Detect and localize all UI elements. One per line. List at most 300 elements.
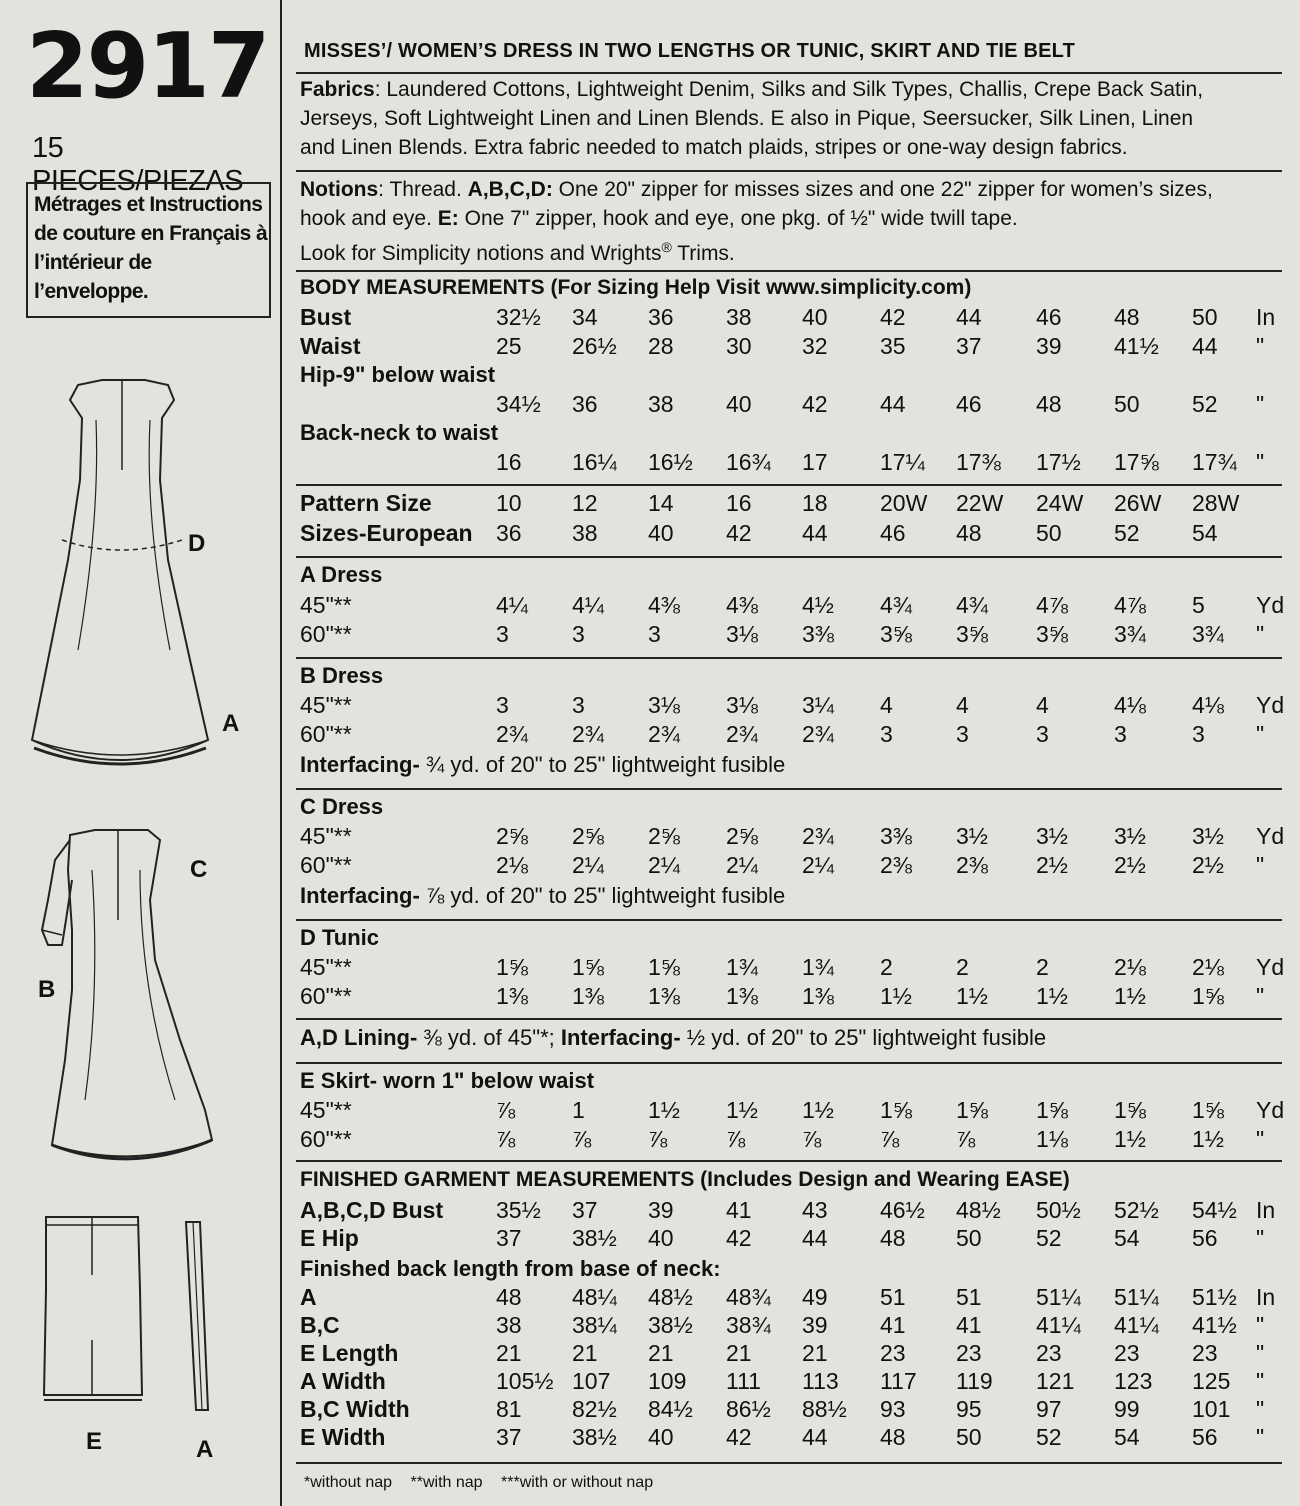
row-label: E Width bbox=[300, 1424, 386, 1450]
hip-row bbox=[296, 391, 1286, 421]
fabrics-label: Fabrics bbox=[300, 78, 375, 101]
e-skirt-heading: E Skirt- worn 1" below waist bbox=[300, 1068, 595, 1093]
row-value: 37 bbox=[496, 1225, 522, 1251]
row-value: 1 bbox=[572, 1097, 585, 1123]
row-value: 84½ bbox=[648, 1396, 693, 1422]
row-label: 60"** bbox=[300, 983, 352, 1009]
row-value: 50 bbox=[956, 1225, 982, 1251]
row-value: 2¼ bbox=[572, 852, 604, 878]
row-value: 97 bbox=[1036, 1396, 1062, 1422]
row-value: 44 bbox=[802, 1225, 828, 1251]
row-value: 48 bbox=[880, 1424, 906, 1450]
row-value: 18 bbox=[802, 490, 828, 516]
row-value: 1½ bbox=[956, 983, 988, 1009]
row-value: ⅞ bbox=[802, 1126, 822, 1152]
row-value: 3 bbox=[572, 692, 585, 718]
row-value: 34½ bbox=[496, 391, 541, 417]
row-value: 17⅜ bbox=[956, 449, 1001, 475]
row-value: 3 bbox=[648, 621, 661, 647]
row-value: 49 bbox=[802, 1284, 828, 1310]
french-line: l’enveloppe. bbox=[34, 280, 149, 303]
row-value: 37 bbox=[956, 333, 982, 359]
e-skirt-60-row bbox=[296, 1126, 1286, 1156]
row-value: ⅞ bbox=[496, 1126, 516, 1152]
fabrics-block bbox=[300, 75, 1286, 162]
row-unit: " bbox=[1256, 1225, 1265, 1251]
row-value: 10 bbox=[496, 490, 522, 516]
row-value: 17⅝ bbox=[1114, 449, 1159, 475]
row-value: 52 bbox=[1036, 1424, 1062, 1450]
row-value: ⅞ bbox=[726, 1126, 746, 1152]
row-value: 51 bbox=[956, 1284, 982, 1310]
row-value: 42 bbox=[726, 1424, 752, 1450]
sleeve-b bbox=[42, 840, 72, 945]
finished-bust-row bbox=[296, 1197, 1286, 1227]
footnotes bbox=[304, 1474, 667, 1492]
finished-a-row bbox=[296, 1284, 1286, 1314]
row-value: 3¾ bbox=[1114, 621, 1146, 647]
row-value: 32½ bbox=[496, 304, 541, 330]
row-value: 2⅛ bbox=[1114, 954, 1146, 980]
a-dress-heading: A Dress bbox=[300, 562, 383, 587]
row-value: 1⅜ bbox=[726, 983, 758, 1009]
row-value: 3½ bbox=[1114, 823, 1146, 849]
row-value: 1⅛ bbox=[1036, 1126, 1068, 1152]
b-dress-45-row bbox=[296, 692, 1286, 722]
row-label: B,C bbox=[300, 1312, 340, 1338]
row-value: 40 bbox=[802, 304, 828, 330]
row-value: 46 bbox=[880, 520, 906, 546]
row-value: 1⅜ bbox=[648, 983, 680, 1009]
row-value: 52 bbox=[1114, 520, 1140, 546]
row-value: 14 bbox=[648, 490, 674, 516]
row-unit: In bbox=[1256, 1197, 1276, 1223]
row-value: 48¾ bbox=[726, 1284, 771, 1310]
row-value: 54 bbox=[1192, 520, 1218, 546]
c-dress-60-row bbox=[296, 852, 1286, 882]
dress-c-outline bbox=[52, 830, 212, 1156]
row-value: 41 bbox=[880, 1312, 906, 1338]
row-label: 45"** bbox=[300, 1097, 352, 1123]
row-value: 21 bbox=[572, 1340, 598, 1366]
row-value: 4 bbox=[956, 692, 969, 718]
d-tunic-45-row bbox=[296, 954, 1286, 984]
row-value: 86½ bbox=[726, 1396, 771, 1422]
row-value: 1½ bbox=[648, 1097, 680, 1123]
divider bbox=[296, 788, 1282, 790]
notions-label: Notions bbox=[300, 178, 379, 201]
row-value: 48 bbox=[880, 1225, 906, 1251]
finished-hip-row bbox=[296, 1225, 1286, 1255]
view-label-b: B bbox=[38, 976, 56, 1003]
row-value: 38½ bbox=[648, 1312, 693, 1338]
row-value: 36 bbox=[648, 304, 674, 330]
row-value: 46½ bbox=[880, 1197, 925, 1223]
finished-a-width-row bbox=[296, 1368, 1286, 1398]
row-value: 56 bbox=[1192, 1424, 1218, 1450]
row-label: E Hip bbox=[300, 1225, 359, 1251]
row-unit: " bbox=[1256, 1368, 1265, 1394]
row-value: 46 bbox=[1036, 304, 1062, 330]
row-unit: In bbox=[1256, 1284, 1276, 1310]
row-value: 3⅜ bbox=[880, 823, 912, 849]
row-value: 4¼ bbox=[496, 592, 528, 618]
row-value: 16 bbox=[726, 490, 752, 516]
row-unit: " bbox=[1256, 1396, 1265, 1422]
row-value: 40 bbox=[726, 391, 752, 417]
row-value: 30 bbox=[726, 333, 752, 359]
row-value: 2⅝ bbox=[572, 823, 604, 849]
row-value: 39 bbox=[1036, 333, 1062, 359]
row-value: 1½ bbox=[1192, 1126, 1224, 1152]
row-value: 1⅜ bbox=[802, 983, 834, 1009]
row-value: 1⅝ bbox=[880, 1097, 912, 1123]
row-value: 50 bbox=[1036, 520, 1062, 546]
d-tunic-60-row bbox=[296, 983, 1286, 1013]
row-value: 3⅛ bbox=[726, 692, 758, 718]
row-label: 45"** bbox=[300, 823, 352, 849]
row-value: 44 bbox=[956, 304, 982, 330]
row-value: 2 bbox=[880, 954, 893, 980]
row-value: 52 bbox=[1192, 391, 1218, 417]
row-value: 109 bbox=[648, 1368, 687, 1394]
divider bbox=[296, 72, 1282, 74]
row-value: 38 bbox=[572, 520, 598, 546]
fabrics-line: : Laundered Cottons, Lightweight Denim, Silks and Silk Types, Challis, Crepe Back Satin, bbox=[374, 78, 1204, 101]
row-value: 54 bbox=[1114, 1225, 1140, 1251]
row-value: 4⅞ bbox=[1036, 592, 1068, 618]
row-value: 17¼ bbox=[880, 449, 925, 475]
european-size-row bbox=[296, 520, 1286, 550]
row-unit: " bbox=[1256, 449, 1265, 475]
row-value: 44 bbox=[1192, 333, 1218, 359]
row-value: 54½ bbox=[1192, 1197, 1237, 1223]
notions-block: Notions: Thread. A,B,C,D: One 20" zipper for misses sizes and one 22" zipper for women’s sizes, hook and eye. E: One 7" zipper, hook and eye, one pkg. of ½" wide twill tape. Look for Simplicity notions and Wrights® Trims. bbox=[300, 178, 1213, 265]
row-label: 60"** bbox=[300, 721, 352, 747]
row-value: 2⅜ bbox=[880, 852, 912, 878]
fabrics-line: and Linen Blends. Extra fabric needed to match plaids, stripes or one-way design fabrics. bbox=[300, 136, 1128, 159]
row-value: 20W bbox=[880, 490, 928, 516]
row-value: 41 bbox=[956, 1312, 982, 1338]
row-value: 4⅛ bbox=[1192, 692, 1224, 718]
row-value: 121 bbox=[1036, 1368, 1075, 1394]
row-value: 17½ bbox=[1036, 449, 1081, 475]
row-value: 4¾ bbox=[956, 592, 988, 618]
left-panel bbox=[0, 0, 282, 1506]
row-value: 1⅝ bbox=[496, 954, 528, 980]
row-value: 48½ bbox=[956, 1197, 1001, 1223]
row-value: 3 bbox=[1114, 721, 1127, 747]
b-dress-60-row bbox=[296, 721, 1286, 751]
row-value: 52½ bbox=[1114, 1197, 1159, 1223]
row-value: 16 bbox=[496, 449, 522, 475]
row-value: 50 bbox=[1114, 391, 1140, 417]
divider bbox=[296, 1462, 1282, 1464]
row-value: 117 bbox=[880, 1368, 917, 1394]
row-value: 1½ bbox=[880, 983, 912, 1009]
row-value: 3¾ bbox=[1192, 621, 1224, 647]
row-value: 48 bbox=[956, 520, 982, 546]
row-value: 2½ bbox=[1036, 852, 1068, 878]
row-value: 43 bbox=[802, 1197, 828, 1223]
row-value: 4¾ bbox=[880, 592, 912, 618]
row-value: 3 bbox=[496, 692, 509, 718]
row-value: 41¼ bbox=[1114, 1312, 1159, 1338]
row-value: 35 bbox=[880, 333, 906, 359]
row-value: 2¾ bbox=[496, 721, 528, 747]
row-value: 4¼ bbox=[572, 592, 604, 618]
row-value: 37 bbox=[572, 1197, 598, 1223]
row-value: 2 bbox=[956, 954, 969, 980]
row-value: 3½ bbox=[1192, 823, 1224, 849]
row-label: 45"** bbox=[300, 592, 352, 618]
row-value: 51¼ bbox=[1036, 1284, 1081, 1310]
row-value: 40 bbox=[648, 520, 674, 546]
row-value: 23 bbox=[1036, 1340, 1062, 1366]
view-label-e: E bbox=[86, 1428, 103, 1455]
row-value: 1¾ bbox=[802, 954, 834, 980]
row-value: 39 bbox=[648, 1197, 674, 1223]
hip-label: Hip-9" below waist bbox=[300, 362, 496, 387]
row-value: 3⅜ bbox=[802, 621, 834, 647]
row-unit: Yd bbox=[1256, 823, 1285, 849]
row-value: 3⅝ bbox=[1036, 621, 1068, 647]
row-label: Pattern Size bbox=[300, 490, 432, 516]
row-value: 1⅝ bbox=[1192, 983, 1224, 1009]
row-value: 40 bbox=[648, 1424, 674, 1450]
divider bbox=[296, 1160, 1282, 1162]
back-length-heading: Finished back length from base of neck: bbox=[300, 1256, 721, 1281]
row-value: 51 bbox=[880, 1284, 906, 1310]
row-value: 101 bbox=[1192, 1396, 1231, 1422]
row-value: 1½ bbox=[1114, 1126, 1146, 1152]
row-value: 1⅝ bbox=[572, 954, 604, 980]
row-value: 26½ bbox=[572, 333, 617, 359]
row-value: 42 bbox=[726, 1225, 752, 1251]
finished-heading: FINISHED GARMENT MEASUREMENTS (Includes Design and Wearing EASE) bbox=[300, 1168, 1070, 1191]
row-value: 41 bbox=[726, 1197, 752, 1223]
c-dress-interfacing: Interfacing- ⅞ yd. of 20" to 25" lightweight fusible bbox=[300, 883, 786, 908]
row-value: 123 bbox=[1114, 1368, 1153, 1394]
row-value: 2⅝ bbox=[648, 823, 680, 849]
row-unit: Yd bbox=[1256, 954, 1285, 980]
row-value: 28 bbox=[648, 333, 674, 359]
row-value: 2½ bbox=[1192, 852, 1224, 878]
row-value: 24W bbox=[1036, 490, 1084, 516]
row-unit: Yd bbox=[1256, 692, 1285, 718]
divider bbox=[296, 170, 1282, 172]
row-unit: " bbox=[1256, 852, 1265, 878]
row-value: 2¼ bbox=[648, 852, 680, 878]
row-value: 50 bbox=[956, 1424, 982, 1450]
row-value: 119 bbox=[956, 1368, 993, 1394]
row-value: 88½ bbox=[802, 1396, 847, 1422]
right-panel bbox=[296, 0, 1286, 1506]
row-value: 48¼ bbox=[572, 1284, 617, 1310]
row-value: 12 bbox=[572, 490, 598, 516]
row-value: 17¾ bbox=[1192, 449, 1237, 475]
divider bbox=[296, 1018, 1282, 1020]
row-unit: " bbox=[1256, 1424, 1265, 1450]
row-value: 51½ bbox=[1192, 1284, 1237, 1310]
row-value: 38 bbox=[648, 391, 674, 417]
row-value: 26W bbox=[1114, 490, 1162, 516]
row-value: 38 bbox=[496, 1312, 522, 1338]
footnote: ***with or without nap bbox=[501, 1474, 654, 1491]
row-value: 4⅛ bbox=[1114, 692, 1146, 718]
row-value: 23 bbox=[1114, 1340, 1140, 1366]
row-value: 2¼ bbox=[802, 852, 834, 878]
row-value: 39 bbox=[802, 1312, 828, 1338]
row-value: 1½ bbox=[726, 1097, 758, 1123]
b-dress-interfacing: Interfacing- ¾ yd. of 20" to 25" lightweight fusible bbox=[300, 752, 786, 777]
row-value: 4⅞ bbox=[1114, 592, 1146, 618]
ad-lining-line: A,D Lining- ⅜ yd. of 45"*; Interfacing- ½ yd. of 20" to 25" lightweight fusible bbox=[300, 1025, 1047, 1050]
row-value: 16¾ bbox=[726, 449, 771, 475]
row-value: 51¼ bbox=[1114, 1284, 1159, 1310]
row-value: 3 bbox=[1192, 721, 1205, 747]
row-unit: " bbox=[1256, 1126, 1265, 1152]
row-value: 36 bbox=[572, 391, 598, 417]
row-value: 44 bbox=[880, 391, 906, 417]
row-value: 36 bbox=[496, 520, 522, 546]
row-value: 3¼ bbox=[802, 692, 834, 718]
row-value: 2⅛ bbox=[1192, 954, 1224, 980]
fabrics-line: Jerseys, Soft Lightweight Linen and Linen Blends. E also in Pique, Seersucker, Silk Linen, Linen bbox=[300, 107, 1194, 130]
row-label: A,B,C,D Bust bbox=[300, 1197, 444, 1223]
row-unit: " bbox=[1256, 1340, 1265, 1366]
row-value: 82½ bbox=[572, 1396, 617, 1422]
row-value: 2⅝ bbox=[496, 823, 528, 849]
row-value: 99 bbox=[1114, 1396, 1140, 1422]
row-value: 38½ bbox=[572, 1225, 617, 1251]
row-label: A Width bbox=[300, 1368, 386, 1394]
row-label: 60"** bbox=[300, 1126, 352, 1152]
row-unit: Yd bbox=[1256, 592, 1285, 618]
row-value: 107 bbox=[572, 1368, 611, 1394]
row-value: 48½ bbox=[648, 1284, 693, 1310]
row-value: 46 bbox=[956, 391, 982, 417]
pieces-count: 15 PIECES/PIEZAS bbox=[32, 132, 244, 197]
divider bbox=[296, 270, 1282, 272]
row-value: 48 bbox=[1114, 304, 1140, 330]
row-value: 93 bbox=[880, 1396, 906, 1422]
row-value: 42 bbox=[880, 304, 906, 330]
row-unit: " bbox=[1256, 983, 1265, 1009]
finished-e-length-row bbox=[296, 1340, 1286, 1370]
row-label: 60"** bbox=[300, 852, 352, 878]
row-unit: " bbox=[1256, 621, 1265, 647]
row-value: 2¾ bbox=[572, 721, 604, 747]
row-value: 3 bbox=[1036, 721, 1049, 747]
row-value: 16½ bbox=[648, 449, 693, 475]
row-value: 52 bbox=[1036, 1225, 1062, 1251]
row-value: 3 bbox=[572, 621, 585, 647]
row-value: 3½ bbox=[956, 823, 988, 849]
divider bbox=[296, 556, 1282, 558]
row-value: 38¼ bbox=[572, 1312, 617, 1338]
row-value: 3½ bbox=[1036, 823, 1068, 849]
b-dress-heading: B Dress bbox=[300, 663, 384, 688]
pattern-title: MISSES’/ WOMEN’S DRESS IN TWO LENGTHS OR TUNIC, SKIRT AND TIE BELT bbox=[304, 40, 1075, 62]
footnote: **with nap bbox=[410, 1474, 483, 1491]
row-value: 4½ bbox=[802, 592, 834, 618]
row-value: 21 bbox=[726, 1340, 752, 1366]
row-value: 3 bbox=[956, 721, 969, 747]
row-value: 2¼ bbox=[726, 852, 758, 878]
row-unit: Yd bbox=[1256, 1097, 1285, 1123]
row-value: 34 bbox=[572, 304, 598, 330]
row-value: 1⅝ bbox=[1036, 1097, 1068, 1123]
bust-row bbox=[296, 304, 1286, 334]
row-value: 2¾ bbox=[802, 823, 834, 849]
french-line: Métrages et Instructions bbox=[34, 193, 263, 216]
back-neck-label: Back-neck to waist bbox=[300, 420, 499, 445]
divider bbox=[296, 919, 1282, 921]
row-value: 111 bbox=[726, 1368, 761, 1394]
row-value: 21 bbox=[496, 1340, 522, 1366]
row-value: 48 bbox=[496, 1284, 522, 1310]
row-label: 60"** bbox=[300, 621, 352, 647]
row-value: 44 bbox=[802, 1424, 828, 1450]
row-value: 3 bbox=[880, 721, 893, 747]
a-dress-60-row bbox=[296, 621, 1286, 651]
row-value: 37 bbox=[496, 1424, 522, 1450]
pattern-number: 2917 bbox=[26, 14, 269, 119]
row-unit: In bbox=[1256, 304, 1276, 330]
row-value: 23 bbox=[880, 1340, 906, 1366]
row-value: ⅞ bbox=[880, 1126, 900, 1152]
row-value: 40 bbox=[648, 1225, 674, 1251]
french-line: de couture en Français à bbox=[34, 222, 268, 245]
row-value: 38¾ bbox=[726, 1312, 771, 1338]
divider bbox=[296, 484, 1282, 486]
c-dress-heading: C Dress bbox=[300, 794, 384, 819]
row-value: 56 bbox=[1192, 1225, 1218, 1251]
row-label: Bust bbox=[300, 304, 352, 330]
row-value: 2¾ bbox=[802, 721, 834, 747]
row-value: 4 bbox=[1036, 692, 1049, 718]
row-unit: " bbox=[1256, 1312, 1265, 1338]
row-value: 22W bbox=[956, 490, 1004, 516]
waist-row bbox=[296, 333, 1286, 363]
row-value: 2¾ bbox=[726, 721, 758, 747]
row-value: 81 bbox=[496, 1396, 522, 1422]
row-value: 105½ bbox=[496, 1368, 554, 1394]
row-value: 1⅝ bbox=[1114, 1097, 1146, 1123]
view-label-a-belt: A bbox=[196, 1436, 214, 1463]
divider bbox=[296, 1062, 1282, 1064]
row-value: 3⅝ bbox=[956, 621, 988, 647]
row-label: A bbox=[300, 1284, 317, 1310]
view-label-a: A bbox=[222, 710, 240, 737]
row-value: 1¾ bbox=[726, 954, 758, 980]
row-value: 28W bbox=[1192, 490, 1240, 516]
row-value: 3⅛ bbox=[726, 621, 758, 647]
row-value: 2¾ bbox=[648, 721, 680, 747]
row-label: B,C Width bbox=[300, 1396, 410, 1422]
row-value: 42 bbox=[802, 391, 828, 417]
row-value: 23 bbox=[956, 1340, 982, 1366]
row-value: 21 bbox=[802, 1340, 828, 1366]
view-label-c: C bbox=[190, 856, 208, 883]
row-value: 16¼ bbox=[572, 449, 617, 475]
row-value: 1½ bbox=[1114, 983, 1146, 1009]
row-value: 41½ bbox=[1114, 333, 1159, 359]
row-value: 54 bbox=[1114, 1424, 1140, 1450]
row-value: 2⅜ bbox=[956, 852, 988, 878]
row-label: 45"** bbox=[300, 692, 352, 718]
